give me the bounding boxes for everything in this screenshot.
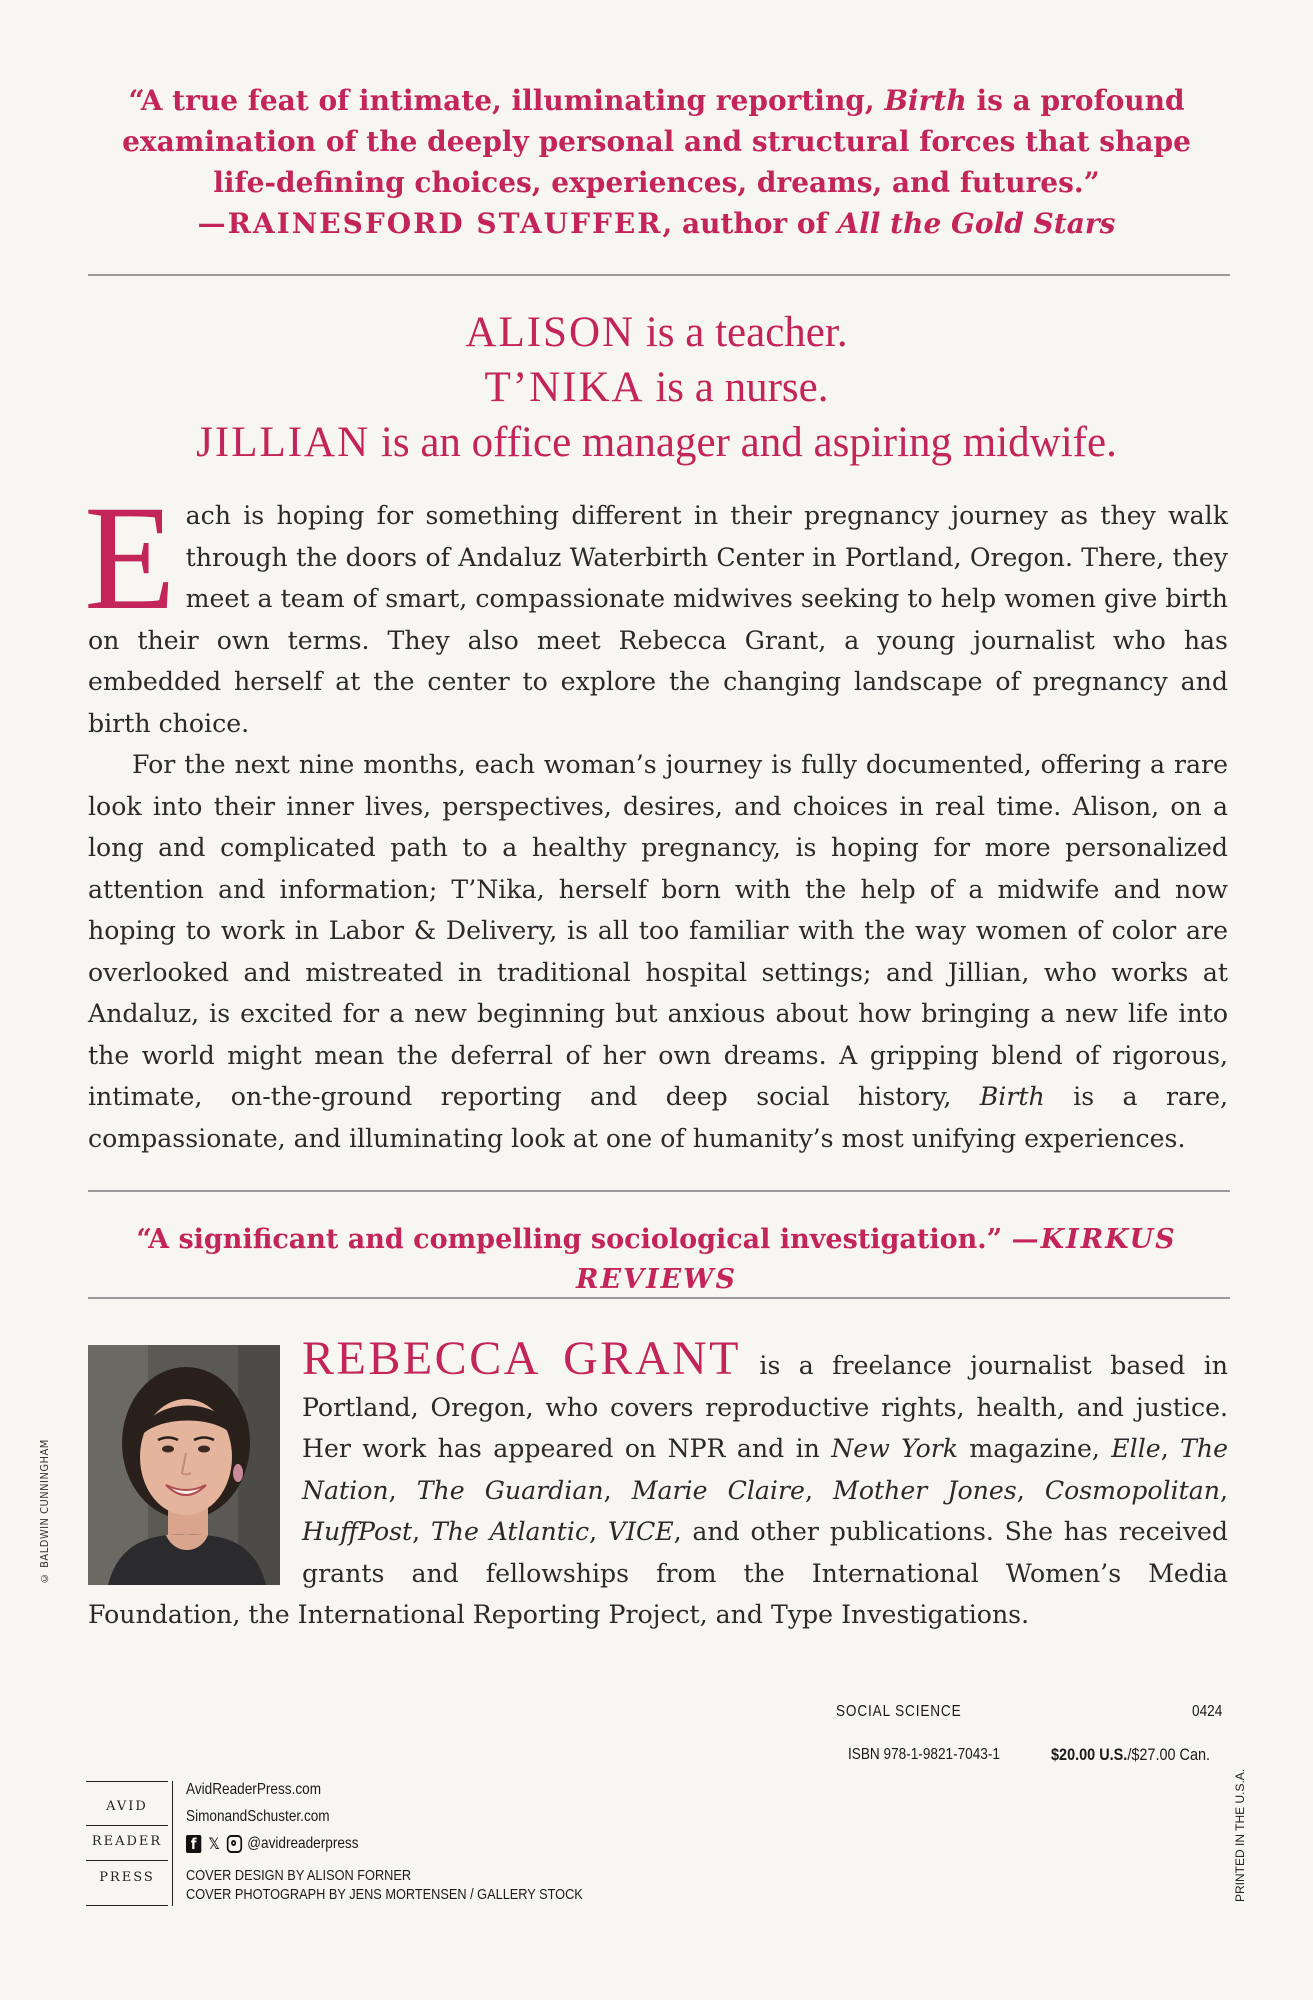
headline-line-tnika: T’NIKA is a nurse. [484, 364, 829, 411]
kirkus-source: —KIRKUS REVIEWS [576, 1224, 1177, 1295]
cover-photo-credit: COVER PHOTOGRAPH BY JENS MORTENSEN / GALLERY STOCK [186, 1886, 583, 1903]
headline [60, 305, 1253, 470]
divider-top [88, 274, 1230, 276]
logo-divider [172, 1781, 173, 1906]
headline-line-alison: ALISON is a teacher. [465, 309, 848, 356]
description-body [84, 475, 1228, 1159]
facebook-icon[interactable]: f [186, 1835, 201, 1853]
top-quote-attribution-rest: , author of [662, 207, 838, 240]
website-avidreader[interactable]: AvidReaderPress.com [186, 1781, 322, 1798]
top-quote-text: “A true feat of intimate, illuminating reporting, [128, 84, 885, 117]
isbn: ISBN 978-1-9821-7043-1 [848, 1746, 1000, 1763]
description-paragraph-1: Each is hoping for something different in their pregnancy journey as they walk through the doors of Andaluz Waterbirth Center in Portland, Oregon. There, they meet a team of smart, compassionate midwives seeking to help women give birth on their own terms. They also meet Rebecca Grant, a young journalist who has embedded herself at the center to explore the changing landscape of pregnancy and birth choice. [84, 475, 1228, 738]
top-quote [90, 80, 1223, 244]
x-icon[interactable]: 𝕏 [208, 1834, 220, 1853]
printed-in-usa: PRINTED IN THE U.S.A. [1233, 1768, 1247, 1902]
product-code: 0424 [1192, 1703, 1223, 1720]
kirkus-quote: “A significant and compelling sociological investigation.” —KIRKUS REVIEWS [136, 1224, 1177, 1295]
photo-credit: © BALDWIN CUNNINGHAM [38, 1439, 51, 1585]
top-quote-attribution-name: —RAINESFORD STAUFFER [197, 207, 663, 240]
social-icons [186, 1835, 242, 1853]
social-handle[interactable]: @avidreaderpress [247, 1835, 359, 1853]
website-simonandschuster[interactable]: SimonandSchuster.com [186, 1808, 330, 1825]
top-quote-text-rest: is a profound examination of the deeply personal and structural forces that shape life-defining choices, experiences, dreams, and futures.” [122, 84, 1191, 199]
cover-design-credit: COVER DESIGN BY ALISON FORNER [186, 1867, 412, 1884]
avid-reader-press-logo: AVID READER PRESS [86, 1781, 168, 1906]
divider-middle-1 [88, 1190, 1230, 1192]
price: $20.00 U.S./$27.00 Can. [1051, 1745, 1211, 1764]
social-row [186, 1835, 359, 1853]
divider-middle-2 [88, 1297, 1230, 1299]
author-bio: REBECCA GRANT is a freelance journalist based in Portland, Oregon, who covers reproductive rights, health, and justice. Her work has appeared on NPR and in New York magazine, Elle, The Nation, The Guardian, Marie Claire, Mother Jones, Cosmopolitan, HuffPost, The Atlantic, VICE, and other publications. She has received grants and fellowships from the International Women’s Media Foundation, the International Reporting Project, and Type Investigations. [88, 1332, 1228, 1629]
top-quote-attribution-book: All the Gold Stars [837, 207, 1116, 240]
top-quote-book-title: Birth [884, 84, 967, 117]
category-label: SOCIAL SCIENCE [836, 1703, 962, 1720]
description-paragraph-2: For the next nine months, each woman’s journey is fully documented, offering a rare look into their inner lives, perspectives, desires, and choices in real time. Alison, on a long and complicated path to a healthy pregnancy, is hoping for more personalized attention and information; T’Nika, herself born with the help of a midwife and now hoping to work in Labor & Delivery, is all too familiar with the way women of color are overlooked and mistreated in traditional hospital settings; and Jillian, who works at Andaluz, is excited for a new beginning but anxious about how bringing a new life into the world might mean the deferral of her own dreams. A gripping blend of rigorous, intimate, on-the-ground reporting and deep social history, Birth is a rare, compassionate, and illuminating look at one of humanity’s most unifying experiences. [88, 750, 1228, 1153]
photo-spacer [88, 1338, 302, 1574]
headline-line-jillian: JILLIAN is an office manager and aspiring midwife. [196, 419, 1117, 466]
drop-cap: E [84, 475, 176, 641]
author-name: REBECCA GRANT [302, 1332, 741, 1385]
instagram-icon[interactable] [227, 1835, 242, 1853]
